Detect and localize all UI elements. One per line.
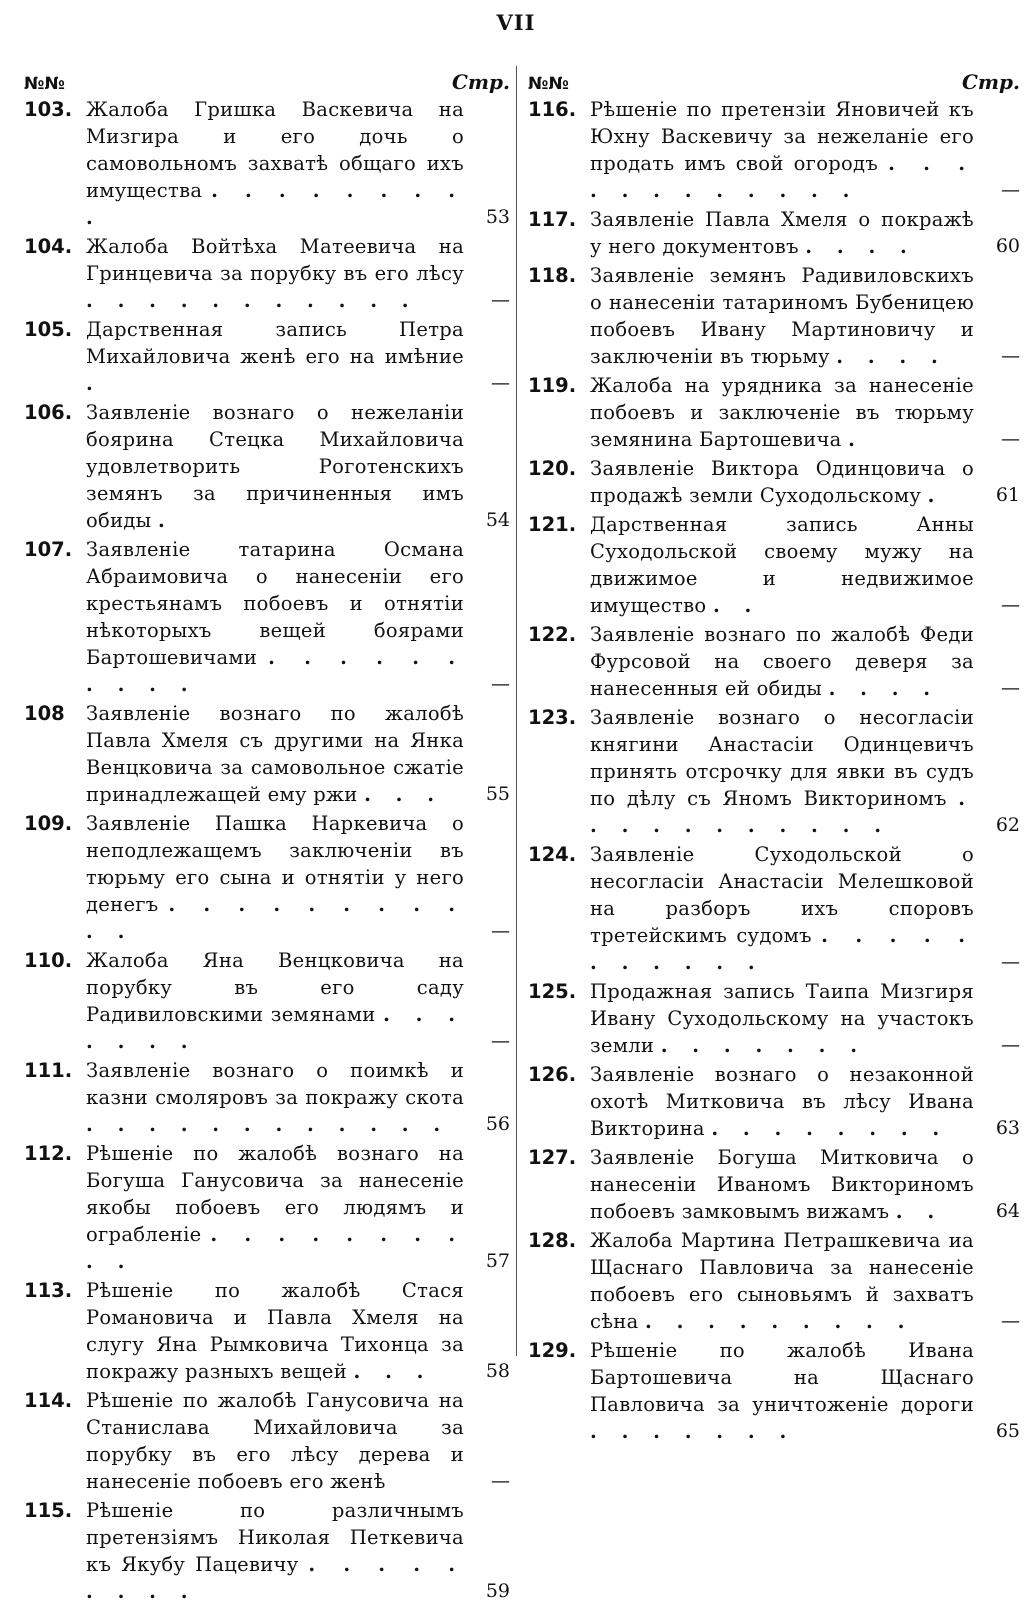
entry-page: 64	[995, 1200, 1020, 1222]
right-column-header	[528, 64, 1020, 94]
entry-page: —	[491, 372, 510, 394]
entry-title-text: Заявленіе вознаго по жалобѣ Павла Хмеля съ другими на Янка Венцковича за самовольное сжатіе принадлежащей ему ржи	[86, 702, 464, 806]
entry-title-text: Заявленіе татарина Османа Абраимовича о нанесеніи его крестьянамъ побоевъ и отнятіи нѣкоторыхъ вещей боярами Бартошевичами	[86, 538, 464, 669]
entry-page: —	[1001, 951, 1020, 973]
entry-page: —	[1001, 345, 1020, 367]
toc-entry	[528, 96, 1020, 204]
entry-title-text: Жалоба Мартина Петрашкевича иа Щаснаго Павловича за нанесеніе побоевъ его сыновьямъ й захватъ сѣна	[590, 1229, 974, 1333]
entry-leader-dots: .	[848, 428, 864, 451]
entry-title-text: Продажная запись Таипа Мизгиря Ивану Суходольскому на участокъ земли	[590, 980, 974, 1057]
entry-title-text: Рѣшеніе по претензіи Яновичей къ Юхну Васкевичу за нежеланіе его продать имъ свой огородъ	[590, 98, 974, 175]
entry-page: —	[1001, 179, 1020, 201]
entry-page: 62	[995, 814, 1020, 836]
toc-entry	[24, 96, 510, 231]
entry-page: —	[491, 1470, 510, 1492]
entry-page: 60	[995, 235, 1020, 257]
entry-page: 59	[485, 1580, 510, 1602]
entry-page: 58	[485, 1360, 510, 1382]
entry-title-text: Рѣшеніе по жалобѣ Ивана Бартошевича на Щаснаго Павловича за уничтоженіе дороги	[590, 1339, 974, 1416]
entry-title	[86, 233, 464, 314]
toc-entry	[528, 262, 1020, 370]
entry-title	[590, 206, 974, 260]
entry-page: —	[1001, 1310, 1020, 1332]
toc-entry	[528, 704, 1020, 839]
toc-entry	[528, 978, 1020, 1059]
entry-title	[590, 372, 974, 453]
entry-number: 109.	[24, 812, 73, 835]
num-label: №№	[528, 74, 569, 94]
entry-title	[590, 455, 974, 509]
entry-leader-dots: . . . . . . . . .	[645, 1310, 914, 1333]
entry-title	[590, 1227, 974, 1335]
toc-entry	[528, 455, 1020, 509]
entry-number: 127.	[528, 1146, 577, 1169]
entry-leader-dots: . . . . . . . . . . . .	[590, 152, 975, 202]
entry-title	[590, 511, 974, 619]
entry-title-text: Заявленіе вознаго о нежеланіи боярина Стецка Михайловича удовлетворить Роготенскихъ земянъ за причиненныя имъ обиды	[86, 401, 464, 532]
entry-number: 116.	[528, 98, 577, 121]
entry-title	[86, 947, 464, 1055]
entry-title	[590, 1061, 974, 1142]
entry-title	[86, 1387, 464, 1495]
entry-title-text: Жалоба на урядника за нанесеніе побоевъ и заключеніе въ тюрьму земянина Бартошевича	[590, 374, 974, 451]
entry-leader-dots: . . . . . . . . .	[86, 179, 464, 229]
entry-leader-dots: . . . . . . . .	[711, 1117, 949, 1140]
toc-entry	[528, 372, 1020, 453]
entry-number: 126.	[528, 1063, 577, 1086]
toc-entry	[528, 1144, 1020, 1225]
entry-leader-dots: . . . . . . . . .	[86, 1553, 464, 1603]
entry-title	[86, 1497, 464, 1605]
toc-entry	[528, 1061, 1020, 1142]
entry-page: 56	[485, 1113, 510, 1135]
entry-title	[590, 978, 974, 1059]
toc-entry	[528, 206, 1020, 260]
entry-leader-dots: . . . .	[805, 235, 916, 258]
entry-title	[590, 1337, 974, 1445]
entry-page: 63	[995, 1117, 1020, 1139]
entry-number: 106.	[24, 401, 73, 424]
toc-entry	[528, 1227, 1020, 1335]
toc-entry	[24, 700, 510, 808]
entry-page: 55	[485, 783, 510, 805]
entry-number: 117.	[528, 208, 577, 231]
entry-number: 107.	[24, 538, 73, 561]
toc-entry	[528, 511, 1020, 619]
page-label: Стр.	[451, 70, 510, 94]
toc-entry	[24, 1277, 510, 1385]
left-column	[24, 64, 510, 1607]
entry-title	[590, 704, 974, 839]
entry-page: —	[1001, 428, 1020, 450]
toc-entry	[24, 1497, 510, 1605]
entry-title-text: Дарственная запись Петра Михайловича женѣ его на имѣние	[86, 318, 464, 368]
entry-title	[86, 536, 464, 698]
entry-page: 65	[995, 1420, 1020, 1442]
entry-leader-dots: . . . . . . .	[86, 1003, 464, 1053]
toc-entry	[24, 536, 510, 698]
toc-entry	[24, 233, 510, 314]
entry-number: 105.	[24, 318, 73, 341]
toc-entry	[24, 947, 510, 1055]
entry-number: 129.	[528, 1339, 577, 1362]
column-divider	[516, 66, 517, 1356]
entry-title	[86, 1277, 464, 1385]
entry-leader-dots: . .	[895, 1200, 944, 1223]
entry-title	[86, 700, 464, 808]
right-entries	[528, 96, 1020, 1445]
entry-title	[590, 1144, 974, 1225]
page-number: VII	[496, 10, 536, 35]
toc-entry	[24, 1057, 510, 1138]
entry-number: 115.	[24, 1499, 73, 1522]
toc-entry	[24, 399, 510, 534]
entry-page: —	[491, 1030, 510, 1052]
entry-leader-dots: . . . . . . . . . .	[86, 646, 464, 696]
toc-entry	[528, 1337, 1020, 1445]
entry-page: —	[491, 920, 510, 942]
page-label: Стр.	[961, 70, 1020, 94]
entry-title-text: Рѣшеніе по жалобѣ вознаго на Богуша Ганусовича за нанесеніе якобы побоевъ его людямъ и ограбленіе	[86, 1142, 464, 1246]
entry-leader-dots: . . . . . . . . . . .	[590, 924, 974, 974]
entry-number: 124.	[528, 843, 577, 866]
left-column-header	[24, 64, 510, 94]
entry-title	[86, 810, 464, 945]
entry-number: 120.	[528, 457, 577, 480]
entry-title-text: Заявленіе Виктора Одинцовича о продажѣ земли Суходольскому	[590, 457, 974, 507]
entry-number: 108	[24, 702, 65, 725]
entry-title-text: Заявленіе Богуша Митковича о нанесеніи Иваномъ Викториномъ побоевъ замковымъ вижамъ	[590, 1146, 974, 1223]
entry-page: 61	[995, 484, 1020, 506]
entry-title-text: Жалоба Яна Венцковича на порубку въ его саду Радивиловскими земянами	[86, 949, 464, 1026]
entry-leader-dots: . . . . . . .	[660, 1034, 866, 1057]
entry-title-text: Заявленіе Пашка Наркевича о неподлежащемъ заключеніи въ тюрьму его сына и отнятіи у него денегъ	[86, 812, 464, 916]
entry-number: 122.	[528, 623, 577, 646]
entry-leader-dots: . . .	[364, 783, 444, 806]
entry-number: 125.	[528, 980, 577, 1003]
entry-leader-dots: . . . . . . . . . . .	[86, 893, 464, 943]
entry-title-text: Заявленіе Суходольской о несогласіи Анастасіи Мелешковой на разборъ ихъ споровъ третейскимъ судомъ	[590, 843, 974, 947]
entry-title	[86, 1057, 464, 1138]
entry-leader-dots: .	[86, 372, 102, 395]
entry-number: 119.	[528, 374, 577, 397]
entry-page: —	[1001, 594, 1020, 616]
entry-title	[590, 96, 974, 204]
entry-page: 54	[485, 509, 510, 531]
entry-title	[590, 262, 974, 370]
entry-leader-dots: . . . . . . . . . .	[86, 1223, 465, 1273]
entry-number: 128.	[528, 1229, 577, 1252]
entry-page: 57	[485, 1250, 510, 1272]
entry-title	[86, 96, 464, 231]
entry-title-text: Жалоба Войтѣха Матеевича на Гринцевича за порубку въ его лѣсу	[86, 235, 464, 285]
entry-number: 114.	[24, 1389, 73, 1412]
entry-leader-dots: . . .	[353, 1360, 433, 1383]
toc-entry	[24, 1387, 510, 1495]
entry-page: —	[1001, 677, 1020, 699]
entry-leader-dots: .	[927, 484, 944, 507]
entry-number: 103.	[24, 98, 73, 121]
entry-title-text: Жалоба Гришка Васкевича на Мизгира и его дочь о самовольномъ захватѣ общаго ихъ имущества	[86, 98, 464, 202]
entry-title	[86, 316, 464, 397]
toc-entry	[24, 316, 510, 397]
toc-entry	[24, 810, 510, 945]
entry-title	[86, 1140, 464, 1275]
entry-page: 53	[485, 206, 510, 228]
entry-title	[590, 621, 974, 702]
entry-title-text: Заявленіе вознаго о несогласіи княгини Анастасіи Одинцевичъ принять отсрочку для явки въ судъ по дѣлу съ Яномъ Викториномъ	[590, 706, 974, 810]
entry-number: 123.	[528, 706, 577, 729]
toc-entry	[528, 841, 1020, 976]
entry-title-text: Заявленіе вознаго о незаконной охотѣ Митковича въ лѣсу Ивана Викторина	[590, 1063, 974, 1140]
entry-leader-dots: .	[158, 509, 174, 532]
toc-entry	[24, 1140, 510, 1275]
entry-number: 110.	[24, 949, 73, 972]
entry-number: 112.	[24, 1142, 73, 1165]
entry-title-text: Заявленіе Павла Хмеля о покражѣ у него документовъ	[590, 208, 974, 258]
entry-leader-dots: . . . . . . .	[590, 1420, 796, 1443]
entry-leader-dots: . . . . . . . . . . .	[86, 289, 418, 312]
entry-title	[86, 399, 464, 534]
entry-title-text: Рѣшеніе по жалобѣ Стася Романовича и Павла Хмеля на слугу Яна Рымковича Тихонца за покражу разныхъ вещей	[86, 1279, 464, 1383]
entry-number: 121.	[528, 513, 577, 536]
right-column	[528, 64, 1020, 1447]
entry-page: —	[491, 673, 510, 695]
entry-title-text: Рѣшеніе по жалобѣ Ганусовича на Станислава Михайловича за порубку въ его лѣсу дерева и нанесеніе побоевъ его женѣ	[86, 1389, 464, 1493]
entry-title-text: Рѣшеніе по различнымъ претензіямъ Николая Петкевича къ Якубу Пацевичу	[86, 1499, 464, 1576]
entry-number: 118.	[528, 264, 577, 287]
entry-page: —	[491, 289, 510, 311]
entry-number: 104.	[24, 235, 73, 258]
entry-leader-dots: . .	[712, 594, 761, 617]
entry-title-text: Дарственная запись Анны Суходольской своему мужу на движимое и недвижимое имущество	[590, 513, 974, 617]
entry-title-text: Заявленіе вознаго о поимкѣ и казни смоляровъ за покражу скота	[86, 1059, 464, 1109]
entry-number: 111.	[24, 1059, 73, 1082]
entry-leader-dots: . . . .	[836, 345, 947, 368]
entry-leader-dots: . . . .	[828, 677, 940, 700]
entry-number: 113.	[24, 1279, 73, 1302]
entry-title	[590, 841, 974, 976]
left-entries	[24, 96, 510, 1605]
num-label: №№	[24, 74, 65, 94]
entry-leader-dots: . . . . . . . . . . . .	[86, 1113, 450, 1136]
entry-page: —	[1001, 1034, 1020, 1056]
entry-leader-dots: . . . . . . . . . . .	[590, 787, 974, 837]
toc-entry	[528, 621, 1020, 702]
entry-title-text: Заявленіе земянъ Радивиловскихъ о нанесеніи татариномъ Бубеницею побоевъ Ивану Мартиновичу и заключеніи въ тюрьму	[590, 264, 974, 368]
entry-title-text: Заявленіе вознаго по жалобѣ Феди Фурсовой на своего деверя за нанесенныя ей обиды	[590, 623, 974, 700]
